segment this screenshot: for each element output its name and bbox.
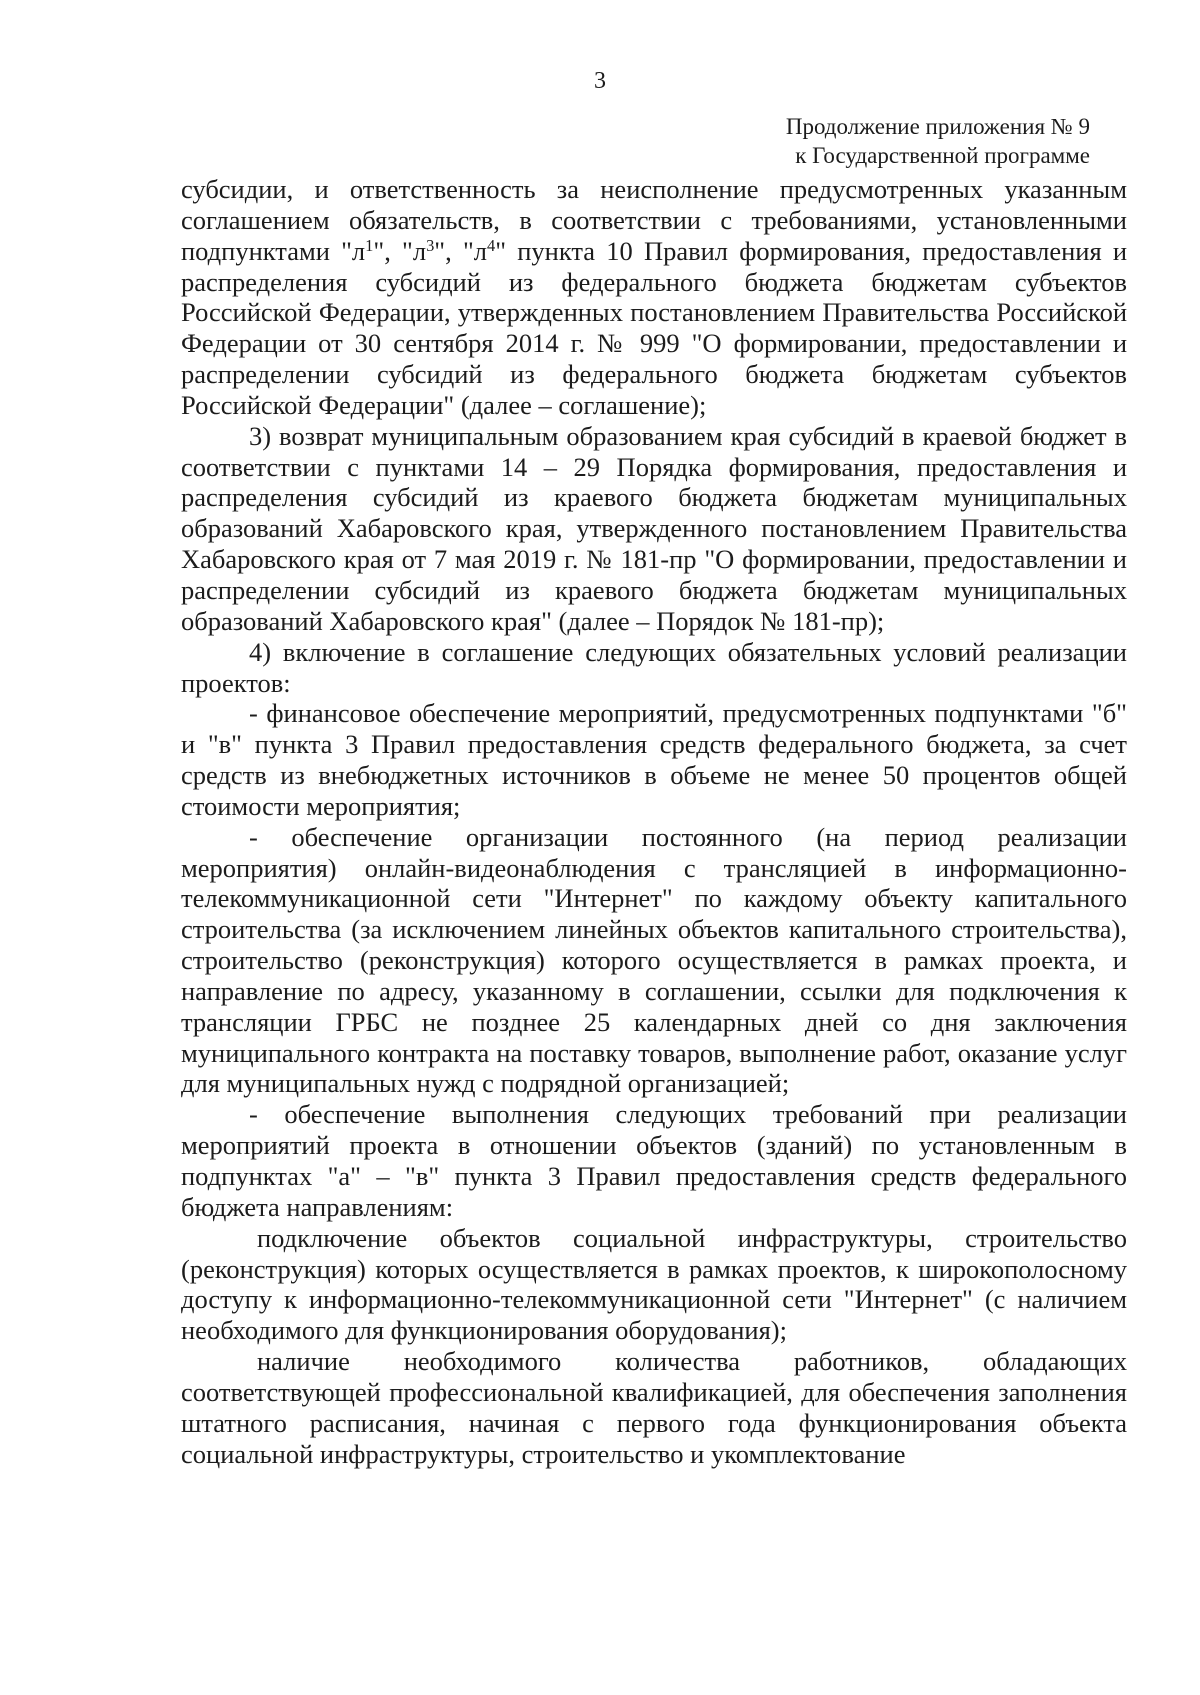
paragraph-requirements-condition: - обеспечение выполнения следующих требований при реализации мероприятий проекта в отношении объектов (зданий) по установленным в подпунктах "а" – "в" пункта 3 Правил предоставления средств федерального бюджета направлениям: — [181, 1099, 1127, 1222]
paragraph-item-3: 3) возврат муниципальным образованием края субсидий в краевой бюджет в соответствии с пунктами 14 – 29 Порядка формирования, предоставления и распределения субсидий из краевого бюджета бюджетам муниципальных образований Хабаровского края, утвержденного постановлением Правительства Хабаровского края от 7 мая 2019 г. № 181-пр "О формировании, предоставлении и распределении субсидий из краевого бюджета бюджетам муниципальных образований Хабаровского края" (далее – Порядок № 181-пр); — [181, 420, 1127, 636]
paragraph-item-4: 4) включение в соглашение следующих обязательных условий реализации проектов: — [181, 636, 1127, 698]
paragraph-text: " пункта 10 Правил формирования, предоставления и распределения субсидий из федерального бюджета бюджетам субъектов Российской Федерации, утвержденных постановлением Правительства Российской Федерации от 30 сентября 2014 г. № 999 "О формировании, предоставлении и распределении субсидий из федерального бюджета бюджетам субъектов Российской Федерации" (далее – соглашение); — [181, 235, 1128, 420]
paragraph-continuation — [181, 174, 1127, 421]
paragraph-text: субсидии, и ответственность за неисполнение предусмотренных указанным соглашением обязательств, в соответствии с требованиями, установленными подпунктами "л — [181, 174, 1127, 266]
paragraph-text: ", "л — [373, 235, 427, 266]
superscript: 3 — [426, 235, 435, 255]
paragraph-broadband-requirement: подключение объектов социальной инфраструктуры, строительство (реконструкция) которых осуществляется в рамках проектов, к широкополосному доступу к информационно-телекоммуникационной сети "Интернет" (с наличием необходимого для функционирования оборудования); — [181, 1222, 1127, 1346]
superscript: 1 — [365, 235, 374, 255]
paragraph-video-monitoring-condition: - обеспечение организации постоянного (на период реализации мероприятия) онлайн-видеонаблюдения с трансляцией в информационно-телекоммуникационной сети "Интернет" по каждому объекту капитального строительства (за исключением линейных объектов капитального строительства), строительство (реконструкция) которого осуществляется в рамках проекта, и направление по адресу, указанному в соглашении, ссылки для подключения к трансляции ГРБС не позднее 25 календарных дней со дня заключения муниципального контракта на поставку товаров, выполнение работ, оказание услуг для муниципальных нужд с подрядной организацией; — [181, 821, 1127, 1099]
superscript: 4 — [487, 235, 496, 255]
appendix-header-line-2: к Государственной программе — [795, 143, 1090, 168]
paragraph-financing-condition: - финансовое обеспечение мероприятий, предусмотренных подпунктами "б" и "в" пункта 3 Правил предоставления средств федерального бюджета, за счет средств из внебюджетных источников в объеме не менее 50 процентов общей стоимости мероприятия; — [181, 698, 1127, 821]
appendix-header-line-1: Продолжение приложения № 9 — [785, 114, 1090, 139]
appendix-header — [786, 112, 1090, 170]
document-body — [181, 174, 1127, 1469]
page-number: 3 — [594, 68, 606, 94]
paragraph-staffing-requirement: наличие необходимого количества работников, обладающих соответствующей профессиональной квалификацией, для обеспечения заполнения штатного расписания, начиная с первого года функционирования объекта социальной инфраструктуры, строительство и укомплектование — [181, 1346, 1127, 1469]
paragraph-text: ", "л — [434, 235, 487, 266]
